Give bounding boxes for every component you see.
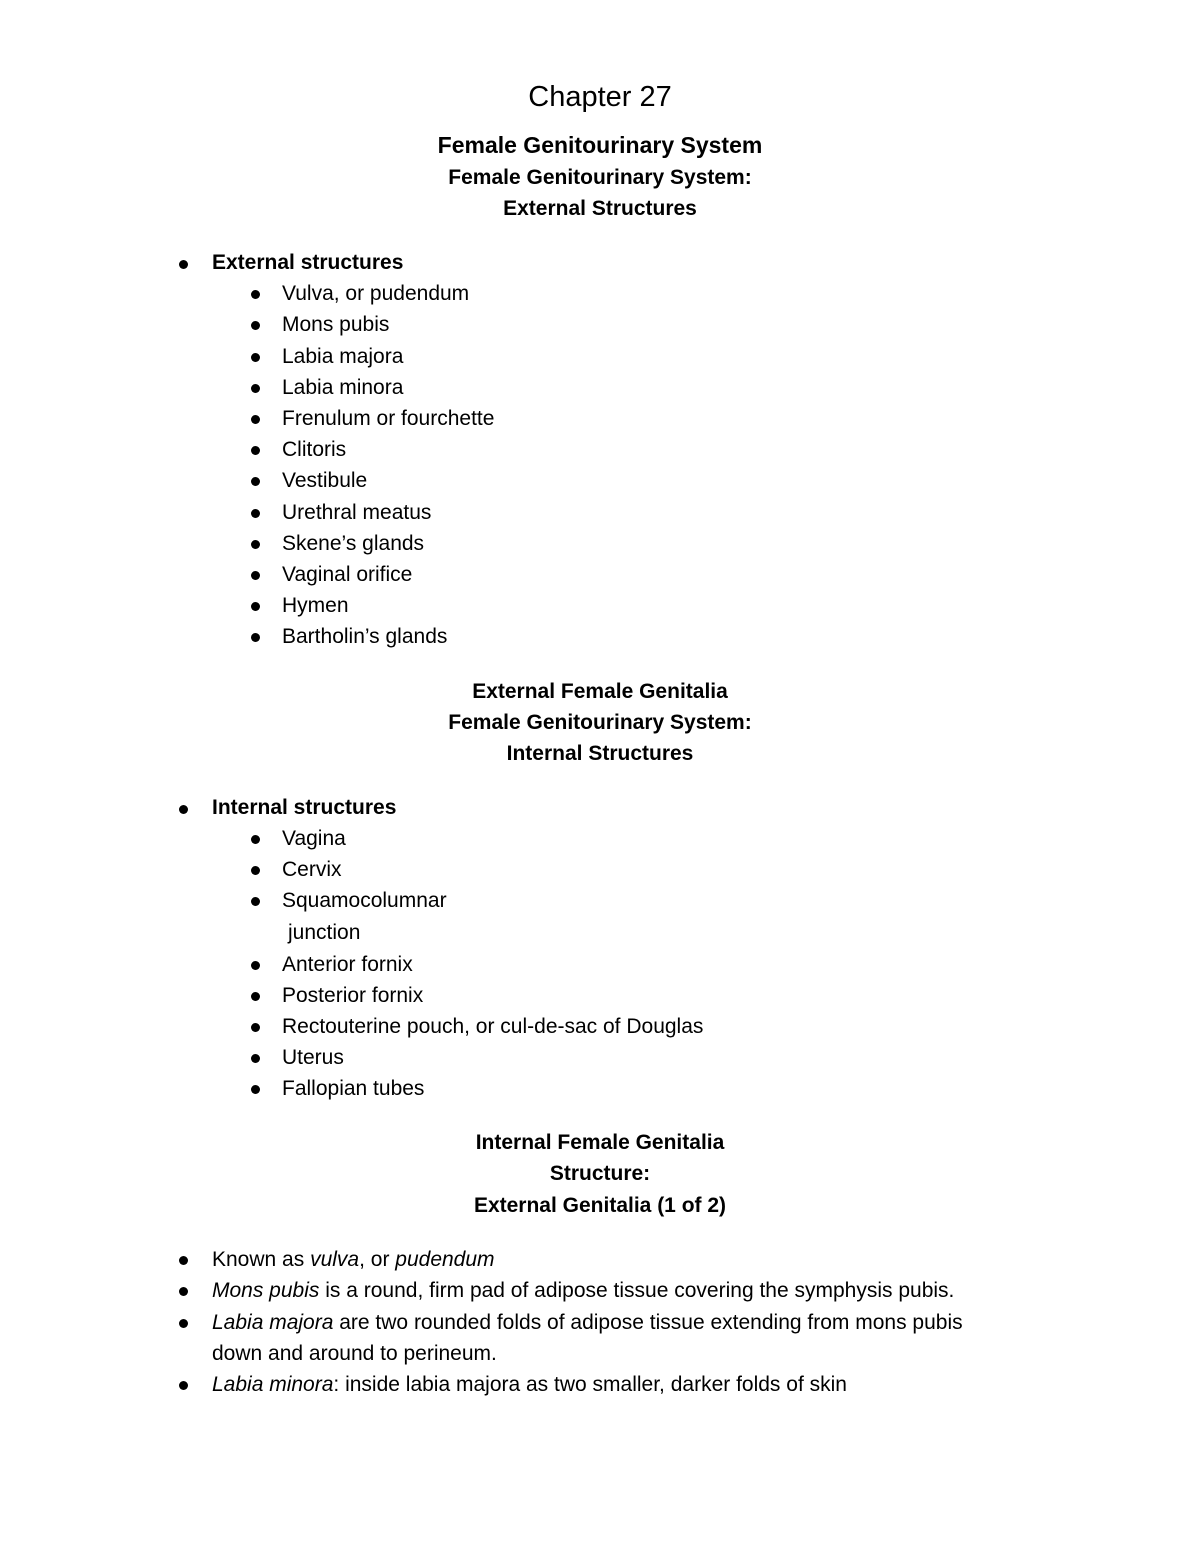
list-item: Clitoris [282,438,347,461]
bullet-icon [251,992,260,1001]
bullet-text: Known as [212,1248,311,1271]
bullet-icon [179,260,188,269]
bullet-text: : inside labia majora as two smaller, darker folds of skin [333,1373,847,1396]
bullet-icon [251,1023,260,1032]
section1-heading-line1: Female Genitourinary System: [448,166,752,189]
bullet-icon [179,805,188,814]
section3-heading-line1: Internal Female Genitalia [475,1131,725,1154]
list-item: Labia majora [282,345,404,368]
bullet-icon [251,1054,260,1063]
list-item: Skene’s glands [282,532,425,555]
list-item-continuation: junction [288,921,361,944]
bullet-icon [251,384,260,393]
chapter-title: Chapter 27 [528,81,672,113]
list-item: Frenulum or fourchette [282,407,495,430]
paragraph-bullet [212,1372,847,1398]
bullet-icon [179,1381,188,1390]
section3-heading-line2: Structure: [549,1162,651,1185]
bullet-italic: Labia majora [212,1311,334,1334]
bullet-icon [251,897,260,906]
internal-structures-title: Internal structures [212,796,397,819]
bullet-italic: vulva [310,1248,360,1271]
list-item: Anterior fornix [282,953,413,976]
list-item: Bartholin’s glands [282,625,448,648]
external-structures-title: External structures [212,251,404,274]
bullet-icon [251,571,260,580]
bullet-icon [179,1256,188,1265]
list-item: Posterior fornix [282,984,424,1007]
paragraph-continuation: down and around to perineum. [212,1342,497,1365]
section2-heading-line1: External Female Genitalia [472,680,728,703]
section2-heading-line2: Female Genitourinary System: [448,711,752,734]
main-title: Female Genitourinary System [437,132,763,158]
bullet-icon [251,477,260,486]
section1-heading-line2: External Structures [503,197,697,220]
bullet-icon [251,835,260,844]
bullet-icon [251,866,260,875]
bullet-icon [251,290,260,299]
bullet-icon [251,602,260,611]
list-item: Labia minora [282,376,404,399]
list-item: Vaginal orifice [282,563,413,586]
section3-heading-line3: External Genitalia (1 of 2) [473,1194,727,1217]
section2-heading-line3: Internal Structures [506,742,694,765]
list-item: Urethral meatus [282,501,432,524]
list-item: Squamocolumnar [282,889,447,912]
bullet-italic: Labia minora [212,1373,334,1396]
paragraph-bullet [212,1278,954,1304]
bullet-icon [251,446,260,455]
list-item: Uterus [282,1046,344,1069]
bullet-text: are two rounded folds of adipose tissue extending from mons pubis [333,1311,963,1334]
bullet-icon [179,1319,188,1328]
bullet-text: is a round, firm pad of adipose tissue covering the symphysis pubis. [319,1279,955,1302]
bullet-italic: pudendum [395,1248,495,1271]
list-item: Cervix [282,858,342,881]
list-item: Hymen [282,594,349,617]
bullet-icon [251,540,260,549]
paragraph-bullet [212,1310,963,1336]
paragraph-bullet [212,1247,495,1273]
bullet-italic: Mons pubis [212,1279,320,1302]
bullet-icon [251,353,260,362]
list-item: Mons pubis [282,313,390,336]
list-item: Fallopian tubes [282,1077,425,1100]
bullet-icon [251,321,260,330]
list-item: Rectouterine pouch, or cul-de-sac of Douglas [282,1015,704,1038]
bullet-text: , or [359,1248,396,1271]
bullet-icon [251,415,260,424]
list-item: Vagina [282,827,346,850]
bullet-icon [251,961,260,970]
bullet-icon [251,1085,260,1094]
bullet-icon [251,633,260,642]
list-item: Vulva, or pudendum [282,282,470,305]
bullet-icon [179,1287,188,1296]
list-item: Vestibule [282,469,368,492]
bullet-icon [251,509,260,518]
